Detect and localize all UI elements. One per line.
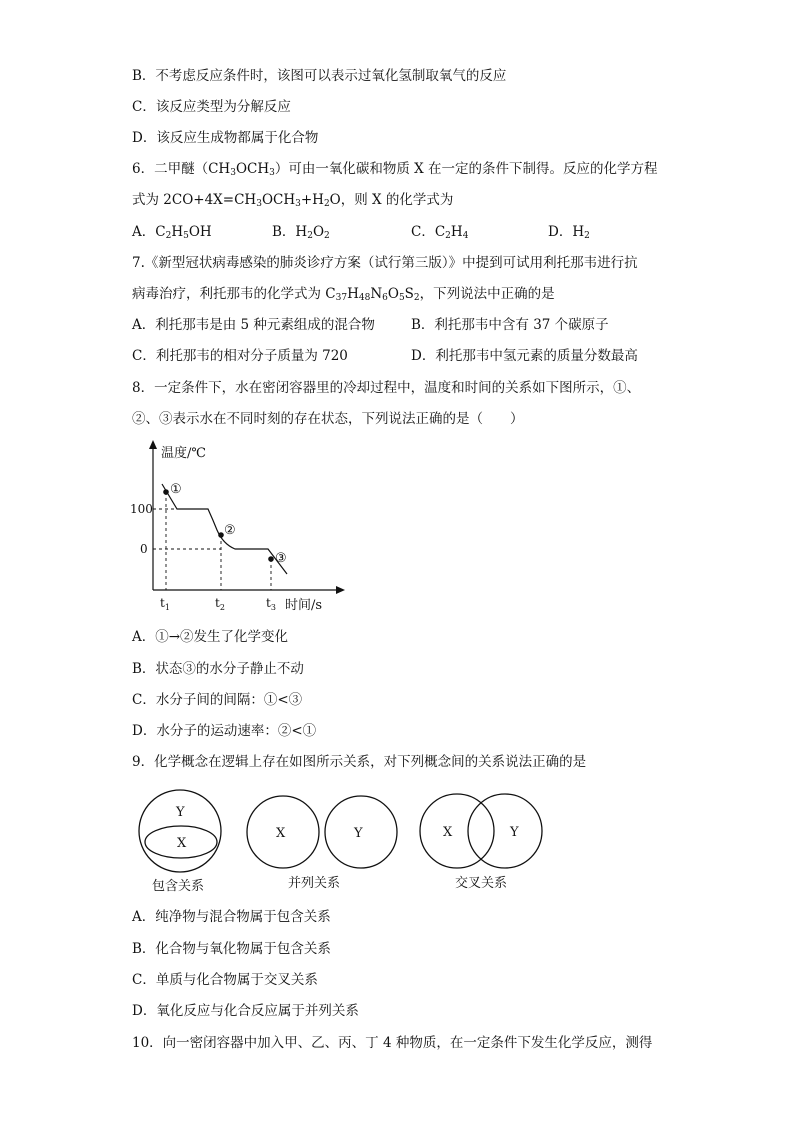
q5-option-c: C．该反应类型为分解反应 [132,99,291,115]
y-tick-0: 0 [140,542,148,556]
point-3-label: ③ [275,551,287,566]
parallel-left-label: X [276,826,286,841]
q10-stem: 10．向一密闭容器中加入甲、乙、丙、丁 4 种物质，在一定条件下发生化学反应，测得 [132,1035,653,1051]
q6-option-a: A．$C_2H_5OH$ [132,224,212,241]
parallel-right-label: Y [354,826,363,841]
q6-option-d: D．$H_2$ [548,224,590,241]
q7-option-b: B．利托那韦中含有 37 个碳原子 [411,317,609,333]
q6-option-b: B．$H_2O_2$ [272,224,330,241]
contain-caption: 包含关系 [152,879,205,894]
point-1-label: ① [170,482,182,497]
point-2-label: ② [224,523,236,538]
cross-right-label: Y [510,825,519,840]
cooling-curve-figure [125,440,345,620]
q8-option-d: D．水分子的运动速率：②<① [132,723,317,739]
q8-option-c: C．水分子间的间隔：①<③ [132,692,303,708]
x-axis-arrow [336,586,345,594]
q7-stem-line2: 病毒治疗，利托那韦的化学式为 $C_{37}H_{48}N_6O_5S_2$，下列说法中正确的是 [132,286,555,303]
q9-option-a: A．纯净物与混合物属于包含关系 [132,909,331,925]
q5-option-b: B．不考虑反应条件时，该图可以表示过氧化氢制取氧气的反应 [132,68,507,84]
x-tick-t2: $t_2$ [215,596,225,612]
cross-right-circle [468,794,542,868]
x-axis-label: 时间/s [285,598,323,613]
relation-diagrams [135,786,555,896]
q9-option-b: B．化合物与氧化物属于包含关系 [132,941,331,957]
contain-outer-circle [139,790,221,872]
point-3 [268,556,274,562]
q9-stem: 9．化学概念在逻辑上存在如图所示关系，对下列概念间的关系说法正确的是 [132,754,587,770]
y-axis-label: 温度/℃ [161,446,206,461]
q6-stem-line1: 6．二甲醚$(CH_3OCH_3)$可由一氧化碳和物质 X 在一定的条件下制得。反应的化学方程 [132,161,658,178]
q8-option-b: B．状态③的水分子静止不动 [132,661,304,677]
q6-option-c: C．$C_2H_4$ [411,224,469,241]
q9-option-d: D．氧化反应与化合反应属于并列关系 [132,1003,359,1019]
q8-stem-line2: ②、③表示水在不同时刻的存在状态，下列说法正确的是（ ） [132,411,524,427]
x-tick-t1: $t_1$ [160,596,170,612]
point-1 [163,489,169,495]
q7-option-d: D．利托那韦中氢元素的质量分数最高 [411,348,638,364]
point-2 [218,532,224,538]
x-tick-t3: $t_3$ [266,596,276,612]
q8-stem-line1: 8．一定条件下，水在密闭容器里的冷却过程中，温度和时间的关系如下图所示，①、 [132,380,641,396]
q8-option-a: A．①→②发生了化学变化 [132,629,289,645]
q5-option-d: D．该反应生成物都属于化合物 [132,130,319,146]
q6-stem-line2: 式为 $2CO+4X=CH_3OCH_3+H_2O$，则 X 的化学式为 [132,192,454,209]
parallel-caption: 并列关系 [288,876,341,891]
q7-option-a: A．利托那韦是由 5 种元素组成的混合物 [132,317,375,333]
y-axis-arrow [149,440,157,449]
contain-inner-label: X [177,836,187,851]
cross-left-circle [420,794,494,868]
q7-stem-line1: 7.《新型冠状病毒感染的肺炎诊疗方案（试行第三版）》中提到可试用利托那韦进行抗 [132,255,638,271]
y-tick-100: 100 [130,502,153,516]
contain-outer-label: Y [176,805,185,820]
q9-option-c: C．单质与化合物属于交叉关系 [132,972,318,988]
cross-left-label: X [443,825,453,840]
cross-caption: 交叉关系 [455,876,508,891]
q7-option-c: C．利托那韦的相对分子质量为 720 [132,348,348,364]
